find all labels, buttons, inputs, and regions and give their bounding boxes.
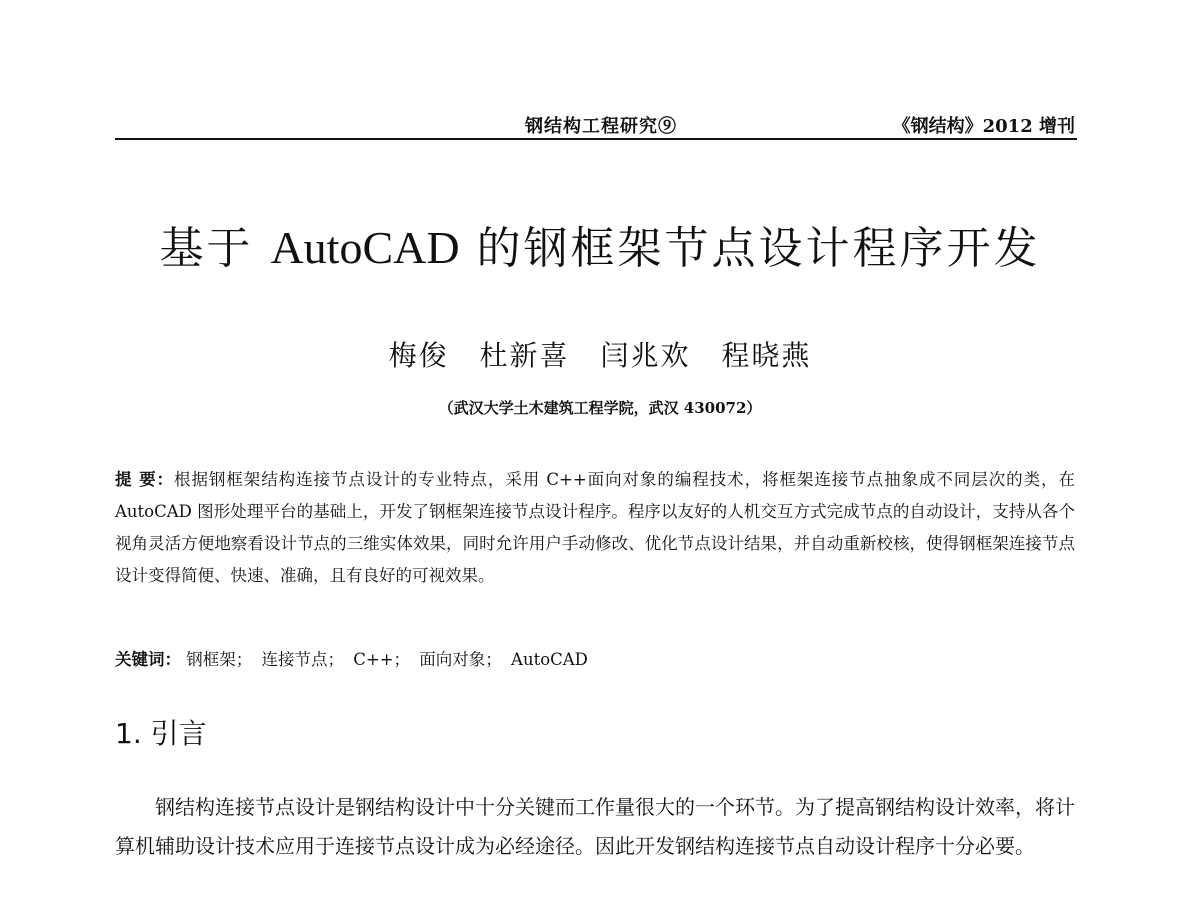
keyword: 面向对象； xyxy=(419,650,502,669)
section-heading: 1. 引言 xyxy=(115,717,207,750)
keywords xyxy=(115,644,1075,676)
paper-title xyxy=(0,212,1200,276)
title-part-before: 基于 xyxy=(159,223,254,274)
journal-series: 钢结构工程研究⑨ xyxy=(525,116,677,137)
author-name: 闫兆欢 xyxy=(600,339,691,372)
abstract-label: 提 要： xyxy=(115,470,175,489)
author-name: 杜新喜 xyxy=(479,339,570,372)
affiliation: （武汉大学土木建筑工程学院，武汉 430072） xyxy=(438,399,762,417)
keyword: C++； xyxy=(353,650,411,669)
author-name: 程晓燕 xyxy=(721,339,812,372)
abstract-text: 根据钢框架结构连接节点设计的专业特点，采用 C++面向对象的编程技术，将框架连接节点抽象成不同层次的类，在 AutoCAD 图形处理平台的基础上，开发了钢框架连接节点设计程序。程序以友好的人机交互方式完成节点的自动设计，支持从各个视角灵活方便地察看设计节点的三维实体效果，同时允许用户手动修改、优化节点设计结果，并自动重新校核，使得钢框架连接节点设计变得简便、快速、准确，且有良好的可视效果。 xyxy=(115,470,1075,585)
keywords-label: 关键词： xyxy=(115,650,181,669)
author-name: 梅俊 xyxy=(388,339,449,372)
author-list xyxy=(0,334,1200,374)
paragraph: 钢结构连接节点设计是钢结构设计中十分关键而工作量很大的一个环节。为了提高钢结构设计效率，将计算机辅助设计技术应用于连接节点设计成为必经途径。因此开发钢结构连接节点自动设计程序十分必要。 xyxy=(115,795,1075,858)
keyword: 连接节点； xyxy=(261,650,344,669)
keyword: AutoCAD xyxy=(511,650,588,669)
running-header xyxy=(115,108,1077,140)
abstract xyxy=(115,464,1075,592)
title-part-after: 的钢框架节点设计程序开发 xyxy=(476,223,1041,274)
keyword: 钢框架； xyxy=(186,650,253,669)
journal-issue: 《钢结构》2012 增刊 xyxy=(892,116,1075,137)
body-text xyxy=(115,788,1075,866)
title-part-latin: AutoCAD xyxy=(270,222,460,273)
